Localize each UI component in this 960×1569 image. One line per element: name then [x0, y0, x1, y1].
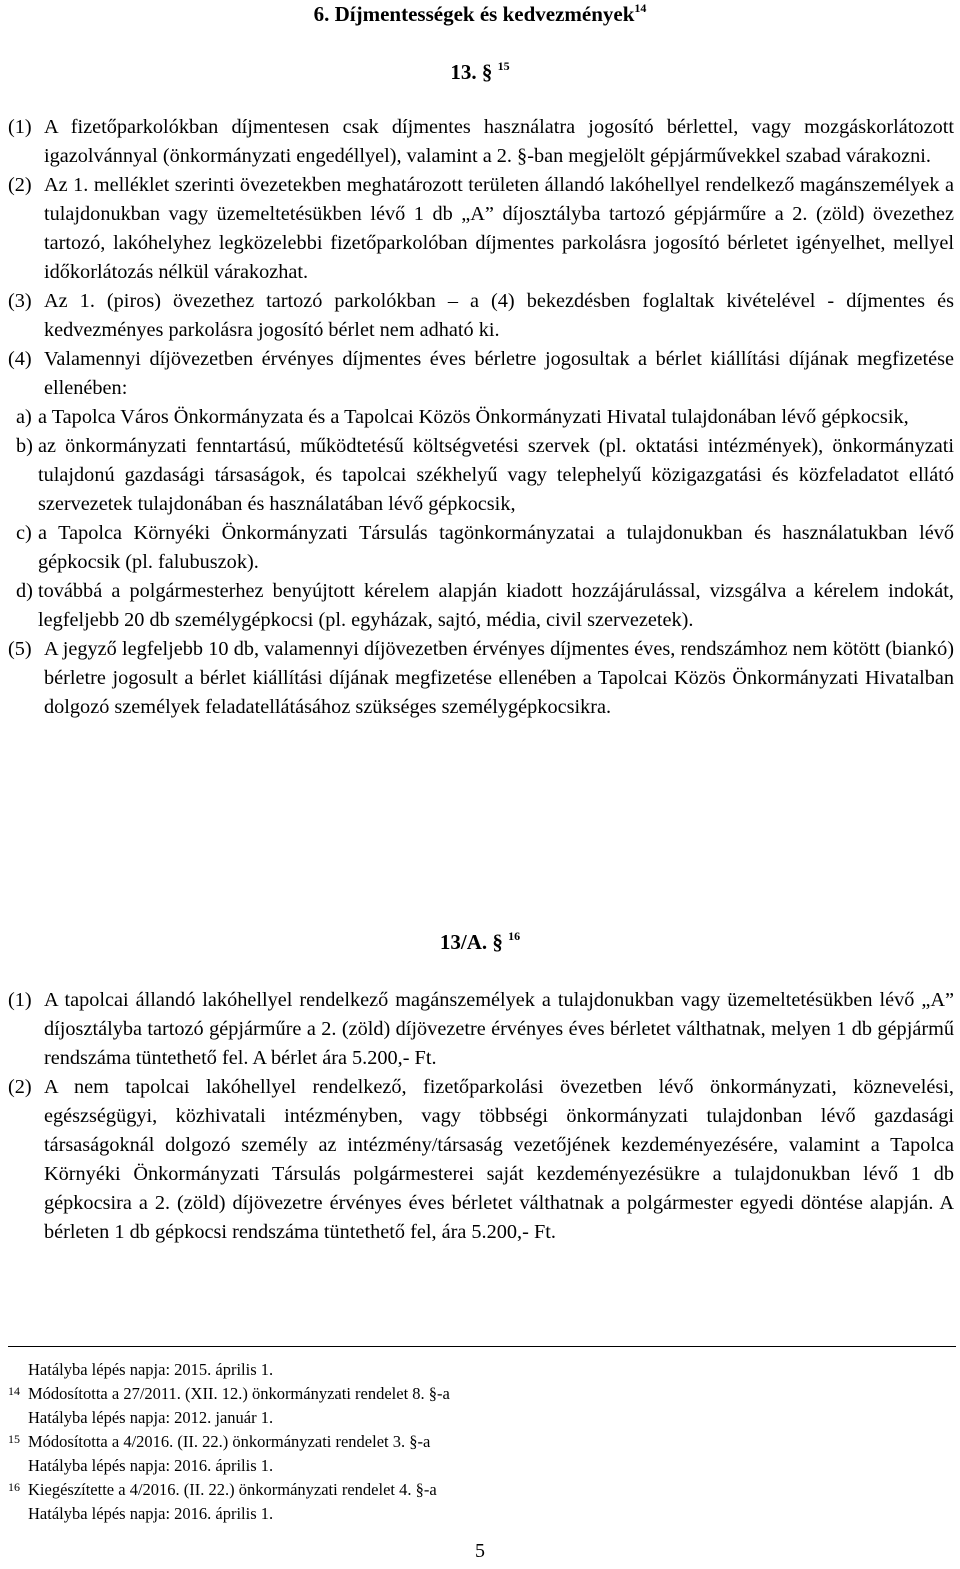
paragraph: [8, 635, 954, 722]
section-13-body: [8, 113, 954, 722]
paragraph: [8, 986, 954, 1073]
paragraph-number: (5): [8, 638, 37, 660]
list-item: [8, 432, 954, 519]
footnote-line: [8, 1478, 948, 1502]
footnote-separator: [8, 1346, 956, 1347]
footnote-text: Kiegészítette a 4/2016. (II. 22.) önkormányzati rendelet 4. §-a: [28, 1480, 437, 1499]
paragraph-number: (3): [8, 290, 37, 312]
paragraph-text: A tapolcai állandó lakóhellyel rendelkező magánszemélyek a tulajdonukban vagy üzemeltetésükben lévő „A” díjosztályba tartozó gépjárműre a 2. (zöld) díjövezetre érvényes éves bérletet válthatnak, melyen 1 db gépjármű rendszáma tüntethető fel. A bérlet ára 5.200,- Ft.: [44, 989, 954, 1069]
list-item-label: c): [16, 522, 37, 544]
paragraph-number: (4): [8, 348, 37, 370]
footnotes: [8, 1358, 948, 1526]
footnote-line: [8, 1406, 948, 1430]
paragraph: [8, 345, 954, 403]
section-title: 13. § $^{15}$: [450, 59, 510, 84]
footnote-text: Hatályba lépés napja: 2016. április 1.: [28, 1504, 274, 1523]
list-item-text: a Tapolca Környéki Önkormányzati Társulás tagönkormányzatai a tulajdonukban és használatukban lévő gépkocsik (pl. falubuszok).: [38, 522, 954, 573]
footnote-ref[interactable]: 14: [634, 1, 647, 15]
chapter-title: 6. Díjmentességek és kedvezmények$^{14}$: [313, 1, 647, 26]
footnote-line: [8, 1382, 948, 1406]
footnote-text: Hatályba lépés napja: 2012. január 1.: [28, 1408, 274, 1427]
paragraph-text: A fizetőparkolókban díjmentesen csak díjmentes használatra jogosító bérlettel, vagy mozgáskorlátozott igazolvánnyal (önkormányzati engedéllyel), valamint a 2. §-ban megjelölt gépjárművekkel szabad várakozni.: [44, 116, 954, 167]
list-item-label: a): [16, 406, 37, 428]
paragraph-text: Az 1. (piros) övezethez tartozó parkolókban – a (4) bekezdésben foglaltak kivételével - díjmentes és kedvezményes parkolásra jogosító bérlet nem adható ki.: [44, 290, 954, 341]
list-item-label: b): [16, 435, 38, 457]
footnote-number: 16: [8, 1480, 20, 1494]
footnote-number: 14: [8, 1384, 20, 1398]
list-item: [8, 403, 954, 432]
footnote-text: Módosította a 4/2016. (II. 22.) önkormányzati rendelet 3. §-a: [28, 1432, 431, 1451]
paragraph: [8, 171, 954, 287]
footnote-line: [8, 1430, 948, 1454]
footnote-line: [8, 1502, 948, 1526]
footnote-line: [8, 1454, 948, 1478]
section-title: 13/A. § $^{16}$: [439, 929, 521, 954]
paragraph-text: A nem tapolcai lakóhellyel rendelkező, fizetőparkolási övezetben lévő önkormányzati, köznevelési, egészségügyi, közhivatali intézményben, vagy többségi önkormányzati tulajdonban lévő gazdasági társaságoknál dolgozó személy az intézmény/társaság vezetőjének kezdeményezésére, valamint a Tapolca Környéki Önkormányzati Társulás polgármesterei saját kezdeményezésükre a tulajdonukban lévő 1 db gépkocsira a 2. (zöld) díjövezetre érvényes éves bérletet válthatnak a polgármester egyedi döntése alapján. A bérleten 1 db gépkocsi rendszáma tüntethető fel, ára 5.200,- Ft.: [44, 1076, 954, 1243]
footnote-line: [8, 1358, 948, 1382]
footnote-text: Hatályba lépés napja: 2015. április 1.: [28, 1360, 274, 1379]
section-13a-body: [8, 986, 954, 1247]
list-item-text: a Tapolca Város Önkormányzata és a Tapolcai Közös Önkormányzati Hivatal tulajdonában lévő gépkocsik,: [38, 406, 909, 428]
paragraph-number: (1): [8, 116, 37, 138]
page-number: 5: [475, 1540, 485, 1562]
list-item: [8, 577, 954, 635]
list-item-text: az önkormányzati fenntartású, működtetésű költségvetési szervek (pl. oktatási intézmények), önkormányzati tulajdonú gazdasági társaságok, és tapolcai székhelyű vagy telephelyű közigazgatási és közfeladatot ellátó szervezetek tulajdonában és használatában lévő gépkocsik,: [38, 435, 954, 515]
list-item: [8, 519, 954, 577]
footnote-text: Hatályba lépés napja: 2016. április 1.: [28, 1456, 274, 1475]
list-item-label: d): [16, 580, 38, 602]
paragraph-number: (2): [8, 174, 37, 196]
paragraph: [8, 113, 954, 171]
paragraph: [8, 1073, 954, 1247]
footnote-ref[interactable]: 15: [497, 59, 510, 73]
paragraph: [8, 287, 954, 345]
footnote-ref[interactable]: 16: [508, 929, 521, 943]
paragraph-number: (1): [8, 989, 37, 1011]
paragraph-text: A jegyző legfeljebb 10 db, valamennyi díjövezetben érvényes díjmentes éves, rendszámhoz nem kötött (biankó) bérletre jogosult a bérlet kiállítási díjának megfizetése ellenében a Tapolcai Közös Önkormányzati Hivatalban dolgozó személyek feladatellátásához szükséges személygépkocsikra.: [44, 638, 954, 718]
paragraph-text: Valamennyi díjövezetben érvényes díjmentes éves bérletre jogosultak a bérlet kiállítási díjának megfizetése ellenében:: [44, 348, 954, 399]
list-item-text: továbbá a polgármesterhez benyújtott kérelem alapján kiadott hozzájárulással, vizsgálva a kérelem indokát, legfeljebb 20 db személygépkocsi (pl. egyházak, sajtó, média, civil szervezetek).: [38, 580, 954, 631]
paragraph-number: (2): [8, 1076, 37, 1098]
paragraph-text: Az 1. melléklet szerinti övezetekben meghatározott területen állandó lakóhellyel rendelkező magánszemélyek a tulajdonukban vagy üzemeltetésükben lévő 1 db „A” díjosztályba tartozó gépjárműre a 2. (zöld) övezethez tartozó, lakóhelyhez legközelebbi fizetőparkolóban díjmentes parkolásra jogosító bérletet igényelhet, mellyel időkorlátozás nélkül várakozhat.: [44, 174, 954, 283]
footnote-number: 15: [8, 1432, 20, 1446]
footnote-text: Módosította a 27/2011. (XII. 12.) önkormányzati rendelet 8. §-a: [28, 1384, 450, 1403]
